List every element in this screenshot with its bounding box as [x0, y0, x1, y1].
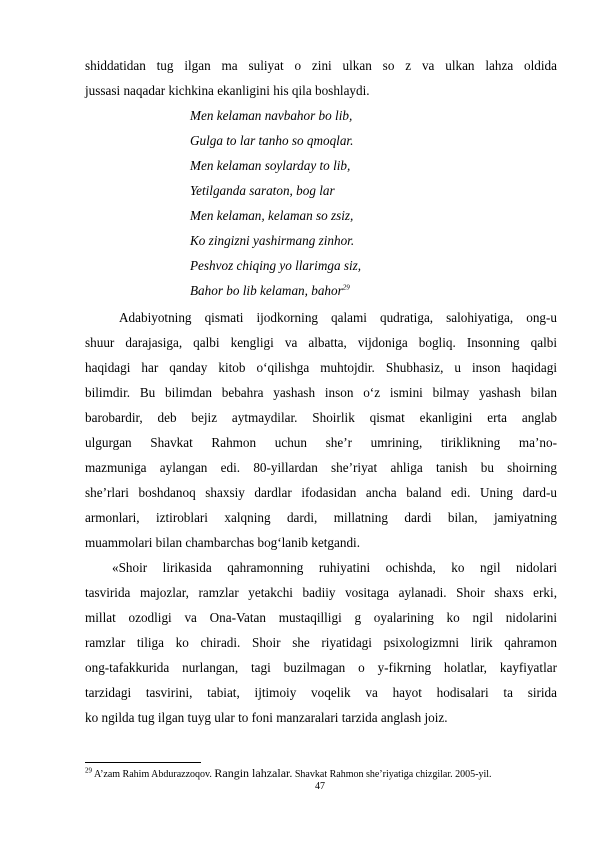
footnote-rest: Shavkat Rahmon she’riyatiga chizgilar. 2005-yil.: [294, 769, 492, 780]
body-text-line: shiddatidan tug ilgan ma suliyat o zini ulkan so z va ulkan lahza oldida: [85, 58, 557, 73]
body-text-line: she’rlari boshdanoq shaxsiy dardlar ifodasidan ancha baland edi. Uning dard-u: [85, 485, 557, 500]
body-text-line: bilimdir. Bu bilimdan bebahra yashash inson o‘z ismini bilmay yashash bilan: [85, 385, 557, 400]
body-text-line: armonlari, iztiroblari xalqning dardi, millatning dardi bilan, jamiyatning: [85, 510, 557, 525]
footnote-number: 29: [85, 766, 92, 775]
body-text-line: muammolari bilan chambarchas bog‘lanib ketgandi.: [85, 535, 361, 550]
footnote-ref: 29: [342, 283, 350, 292]
body-text-line: tasvirida majozlar, ramzlar yetakchi badiiy vositaga aylanadi. Shoir shaxs erki,: [85, 585, 557, 600]
poem-line: Men kelaman navbahor bo lib,: [190, 108, 353, 123]
page-number: 47: [315, 781, 325, 792]
poem-line: Men kelaman soylarday to lib,: [190, 158, 351, 173]
footnote: [85, 767, 492, 781]
body-text-line: barobardir, deb bejiz aytmaydilar. Shoirlik qismat ekanligini erta anglab: [85, 410, 557, 425]
poem-line: Yetilganda saraton, bog lar: [190, 183, 335, 198]
poem-line: Gulga to lar tanho so qmoqlar.: [190, 133, 354, 148]
body-text-line: shuur darajasiga, qalbi kengligi va albatta, vijdoniga bogliq. Insonning qalbi: [85, 335, 557, 350]
body-text-line: jussasi naqadar kichkina ekanligini his qila boshlaydi.: [85, 83, 370, 98]
body-text-line: ramzlar tiliga ko chiradi. Shoir she riyatidagi psixologizmni lirik qahramon: [85, 635, 557, 650]
footnote-author: A’zam Rahim Abdurazzoqov.: [93, 769, 212, 780]
body-text-line: millat ozodligi va Ona-Vatan mustaqilligi g oyalarining ko ngil nidolarini: [85, 610, 557, 625]
poem-line-text: Bahor bo lib kelaman, bahor: [190, 283, 343, 298]
poem-line-last: [190, 282, 350, 299]
footnote-divider: [85, 762, 201, 763]
footnote-title: Rangin lahzalar.: [214, 766, 293, 780]
body-text-line: Adabiyotning qismati ijodkorning qalami qudratiga, salohiyatiga, ong-u: [119, 310, 557, 325]
body-text-line: haqidagi har qanday kitob o‘qilishga muhtojdir. Shubhasiz, u inson haqidagi: [85, 360, 557, 375]
body-text-line: tarzidagi tasvirini, tabiat, ijtimoiy voqelik va hayot hodisalari ta sirida: [85, 685, 557, 700]
poem-line: Men kelaman, kelaman so zsiz,: [190, 208, 354, 223]
body-text-line: ko ngilda tug ilgan tuyg ular to foni manzaralari tarzida anglash joiz.: [85, 710, 448, 725]
poem-line: Peshvoz chiqing yo llarimga siz,: [190, 258, 362, 273]
poem-line: Ko zingizni yashirmang zinhor.: [190, 233, 355, 248]
body-text-line: ulgurgan Shavkat Rahmon uchun she’r umrining, tiriklikning ma’no-: [85, 435, 557, 450]
body-text-line: mazmuniga aylangan edi. 80-yillardan she’riyat ahliga tanish bu shoirning: [85, 460, 557, 475]
body-text-line: «Shoir lirikasida qahramonning ruhiyatini ochishda, ko ngil nidolari: [112, 560, 557, 575]
body-text-line: ong-tafakkurida nurlangan, tagi buzilmagan o y-fikrning holatlar, kayfiyatlar: [85, 660, 557, 675]
